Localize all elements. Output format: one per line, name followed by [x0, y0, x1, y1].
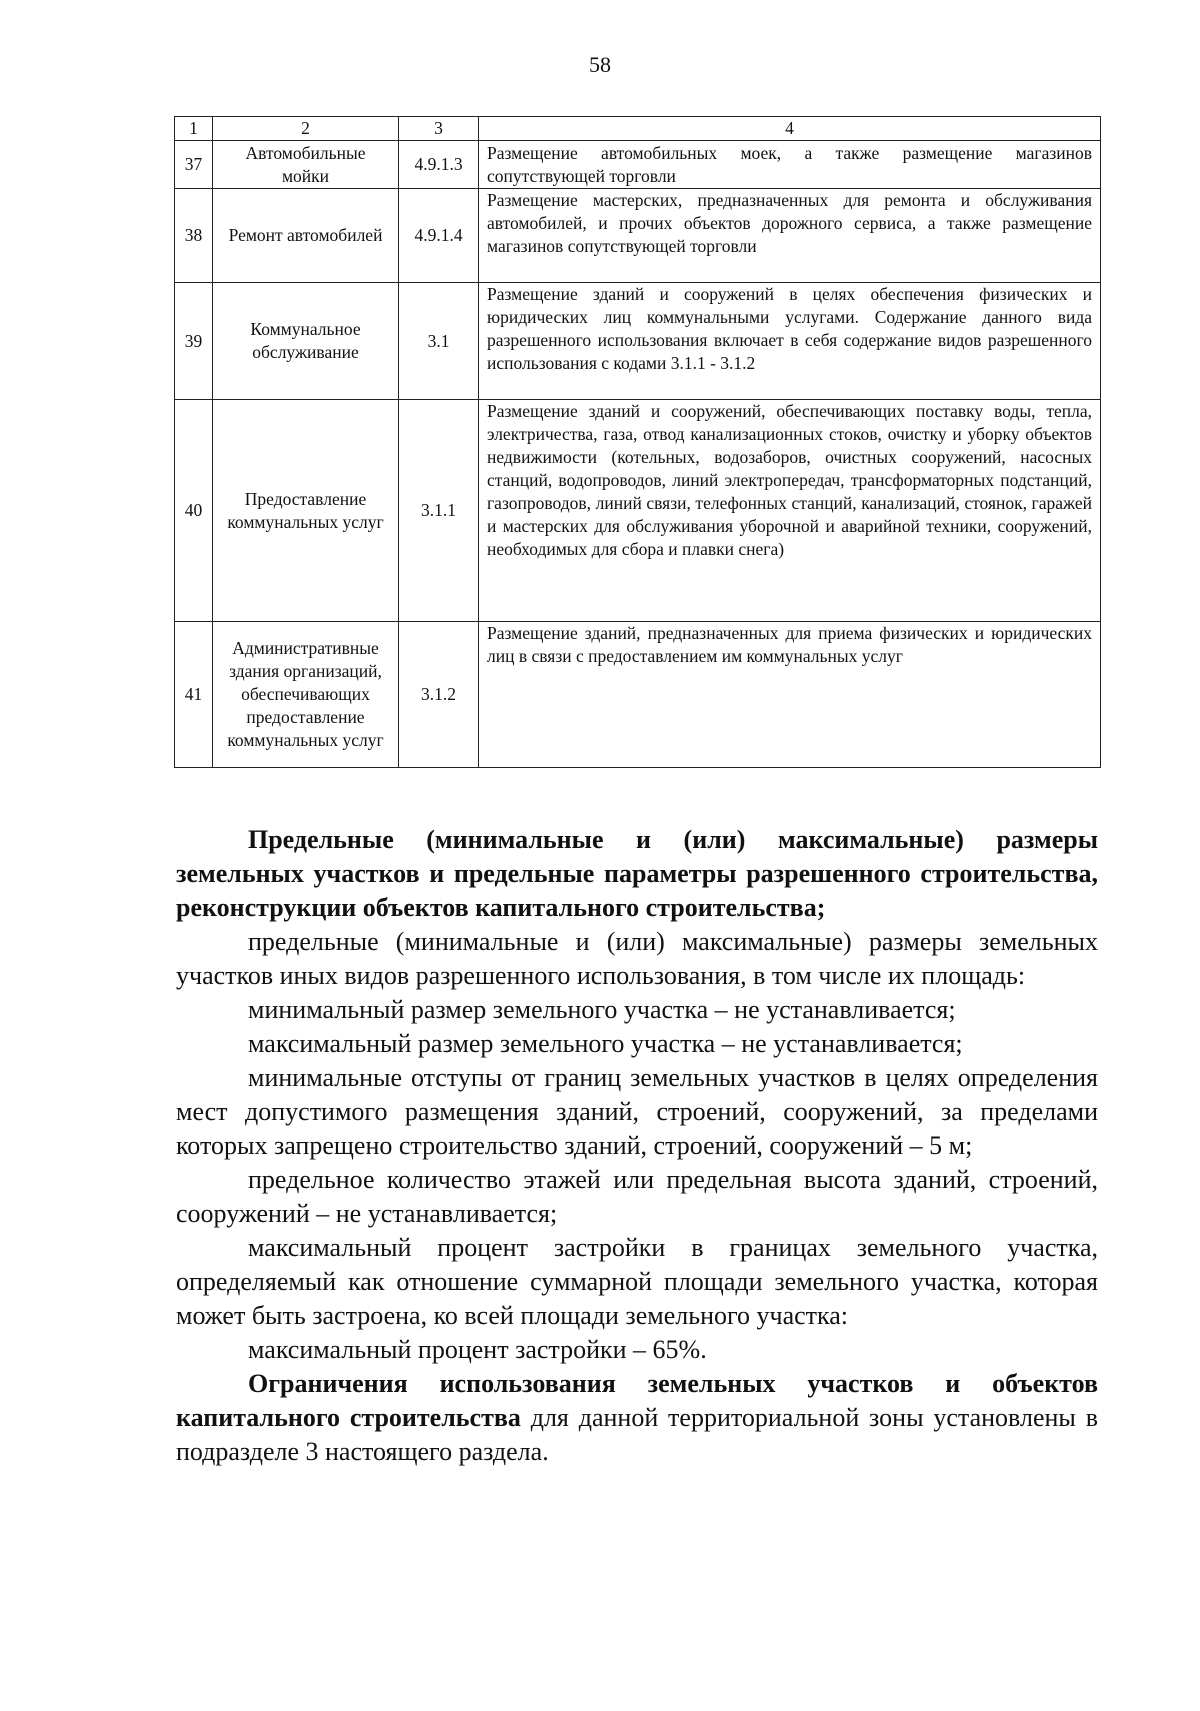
row-number: 39	[175, 283, 213, 400]
use-type-code: 3.1.1	[399, 400, 479, 622]
paragraph: максимальный размер земельного участка – не устанавливается;	[248, 1029, 963, 1058]
paragraph: максимальный процент застройки – 65%.	[248, 1335, 707, 1364]
table-row	[175, 283, 1101, 400]
restrictions-rest: для данной территориальной зоны установлены в подразделе 3 настоящего раздела.	[176, 1403, 1098, 1466]
use-type-code: 3.1	[399, 283, 479, 400]
column-header: 3	[399, 117, 479, 141]
use-type-name: Автомобильные мойки	[213, 141, 399, 189]
use-type-description: Размещение зданий, предназначенных для приема физических и юридических лиц в связи с предоставлением им коммунальных услуг	[479, 622, 1101, 768]
row-number: 40	[175, 400, 213, 622]
use-type-description: Размещение зданий и сооружений, обеспечивающих поставку воды, тепла, электричества, газа, отвод канализационных стоков, очистку и уборку объектов недвижимости (котельных, водозаборов, очистных сооружений, насосных станций, водопроводов, линий электропередач, трансформаторных подстанций, газопроводов, линий связи, телефонных станций, канализаций, стоянок, гаражей и мастерских для обслуживания уборочной и аварийной техники, сооружений, необходимых для сбора и плавки снега)	[479, 400, 1101, 622]
table-row	[175, 141, 1101, 189]
body-text	[176, 823, 1098, 1469]
column-header: 4	[479, 117, 1101, 141]
use-type-description: Размещение мастерских, предназначенных для ремонта и обслуживания автомобилей, и прочих объектов дорожного сервиса, а также размещение магазинов сопутствующей торговли	[479, 189, 1101, 283]
use-type-name: Предоставление коммунальных услуг	[213, 400, 399, 622]
restrictions-paragraph	[176, 1367, 1098, 1469]
use-type-name: Ремонт автомобилей	[213, 189, 399, 283]
page-number: 58	[589, 52, 611, 77]
paragraph: предельные (минимальные и (или) максимальные) размеры земельных участков иных видов разрешенного использования, в том числе их площадь:	[176, 927, 1098, 990]
paragraph: минимальный размер земельного участка – не устанавливается;	[248, 995, 956, 1024]
use-type-description: Размещение зданий и сооружений в целях обеспечения физических и юридических лиц коммунальными услугами. Содержание данного вида разрешенного использования включает в себя содержание видов разрешенного использования с кодами 3.1.1 - 3.1.2	[479, 283, 1101, 400]
table-row	[175, 400, 1101, 622]
column-header: 1	[175, 117, 213, 141]
use-type-code: 3.1.2	[399, 622, 479, 768]
table-header-row	[175, 117, 1101, 141]
row-number: 41	[175, 622, 213, 768]
row-number: 38	[175, 189, 213, 283]
paragraph: предельное количество этажей или предельная высота зданий, строений, сооружений – не устанавливается;	[176, 1165, 1098, 1228]
restrictions-bold: Ограничения использования земельных участков и объектов капитального строительства	[176, 1369, 1098, 1432]
use-type-name: Административные здания организаций, обеспечивающих предоставление коммунальных услуг	[213, 622, 399, 768]
paragraph: минимальные отступы от границ земельных участков в целях определения мест допустимого размещения зданий, строений, сооружений, за пределами которых запрещено строительство зданий, строений, сооружений – 5 м;	[176, 1063, 1098, 1160]
table-row	[175, 622, 1101, 768]
row-number: 37	[175, 141, 213, 189]
use-type-code: 4.9.1.4	[399, 189, 479, 283]
use-type-code: 4.9.1.3	[399, 141, 479, 189]
use-type-description: Размещение автомобильных моек, а также размещение магазинов сопутствующей торговли	[479, 141, 1101, 189]
land-use-table	[174, 116, 1101, 768]
column-header: 2	[213, 117, 399, 141]
table-row	[175, 189, 1101, 283]
section-heading: Предельные (минимальные и (или) максимальные) размеры земельных участков и предельные параметры разрешенного строительства, реконструкции объектов капитального строительства;	[176, 825, 1098, 922]
paragraph: максимальный процент застройки в границах земельного участка, определяемый как отношение суммарной площади земельного участка, которая может быть застроена, ко всей площади земельного участка:	[176, 1233, 1098, 1330]
use-type-name: Коммунальное обслуживание	[213, 283, 399, 400]
